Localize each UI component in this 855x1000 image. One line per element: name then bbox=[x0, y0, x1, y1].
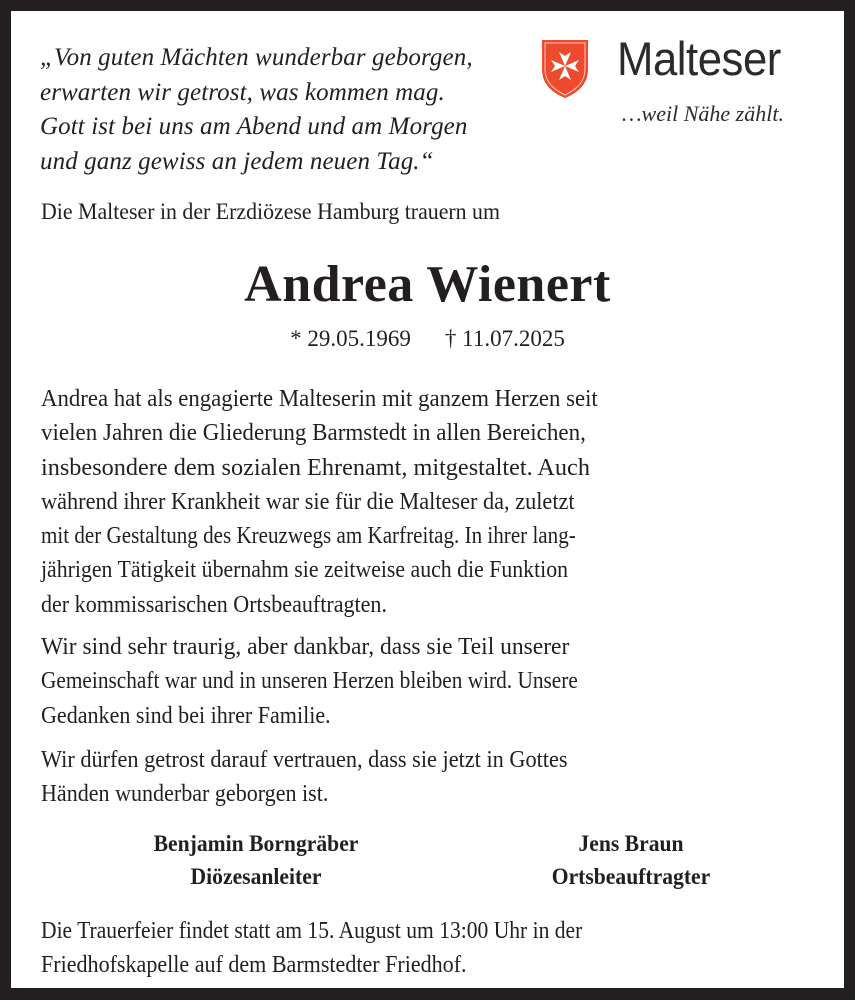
paragraph-line: Friedhofskapelle auf dem Barmstedter Friedhof. bbox=[41, 951, 467, 979]
tribute-paragraph bbox=[41, 382, 813, 622]
gratitude-paragraph bbox=[41, 630, 813, 733]
signatory-diocesan-leader bbox=[91, 828, 421, 894]
bonhoeffer-quote bbox=[40, 41, 540, 179]
paragraph-line: Wir dürfen getrost darauf vertrauen, dass sie jetzt in Gottes bbox=[41, 746, 568, 773]
life-dates bbox=[11, 326, 844, 352]
paragraph-line: Händen wunderbar geborgen ist. bbox=[41, 780, 329, 808]
quote-line: und ganz gewiss an jedem neuen Tag.“ bbox=[40, 147, 434, 175]
signatory-role: Diözesanleiter bbox=[190, 864, 322, 890]
paragraph-line: vielen Jahren die Gliederung Barmstedt in allen Bereichen, bbox=[41, 419, 586, 447]
signatory-name: Jens Braun bbox=[578, 831, 684, 857]
obituary-notice bbox=[11, 11, 844, 988]
quote-line: erwarten wir getrost, was kommen mag. bbox=[40, 78, 445, 106]
malteser-logo bbox=[541, 32, 831, 137]
brand-tagline: …weil Nähe zählt. bbox=[622, 101, 784, 126]
paragraph-line: mit der Gestaltung des Kreuzwegs am Karfreitag. In ihrer lang- bbox=[41, 522, 576, 550]
intro-text: Die Malteser in der Erzdiözese Hamburg trauern um bbox=[41, 199, 500, 225]
paragraph-line: Andrea hat als engagierte Malteserin mit ganzem Herzen seit bbox=[41, 385, 598, 412]
paragraph-line: insbesondere dem sozialen Ehrenamt, mitgestaltet. Auch bbox=[41, 453, 590, 481]
signatory-local-officer bbox=[481, 828, 781, 894]
birth-date: * 29.05.1969 bbox=[290, 326, 411, 351]
paragraph-line: Die Trauerfeier findet statt am 15. August um 13:00 Uhr in der bbox=[41, 917, 583, 944]
paragraph-line: Wir sind sehr traurig, aber dankbar, dass sie Teil unserer bbox=[41, 633, 570, 660]
brand-name: Malteser bbox=[617, 32, 781, 85]
quote-line: Gott ist bei uns am Abend und am Morgen bbox=[40, 113, 468, 140]
paragraph-line: jährigen Tätigkeit übernahm sie zeitweise auch die Funktion bbox=[41, 556, 569, 584]
paragraph-line: der kommissarischen Ortsbeauftragten. bbox=[41, 590, 387, 618]
quote-line: „Von guten Mächten wunderbar geborgen, bbox=[40, 44, 473, 71]
funeral-service-info bbox=[41, 914, 813, 983]
paragraph-line: während ihrer Krankheit war sie für die Malteser da, zuletzt bbox=[41, 487, 575, 515]
signatory-role: Ortsbeauftragter bbox=[551, 864, 711, 890]
deceased-name: Andrea Wienert bbox=[244, 256, 611, 313]
faith-paragraph bbox=[41, 743, 813, 812]
death-date: † 11.07.2025 bbox=[444, 326, 565, 351]
signatory-name: Benjamin Borngräber bbox=[153, 831, 359, 857]
maltese-cross-shield-icon bbox=[541, 39, 589, 99]
paragraph-line: Gemeinschaft war und in unseren Herzen bleiben wird. Unsere bbox=[41, 667, 578, 695]
paragraph-line: Gedanken sind bei ihrer Familie. bbox=[41, 701, 331, 729]
